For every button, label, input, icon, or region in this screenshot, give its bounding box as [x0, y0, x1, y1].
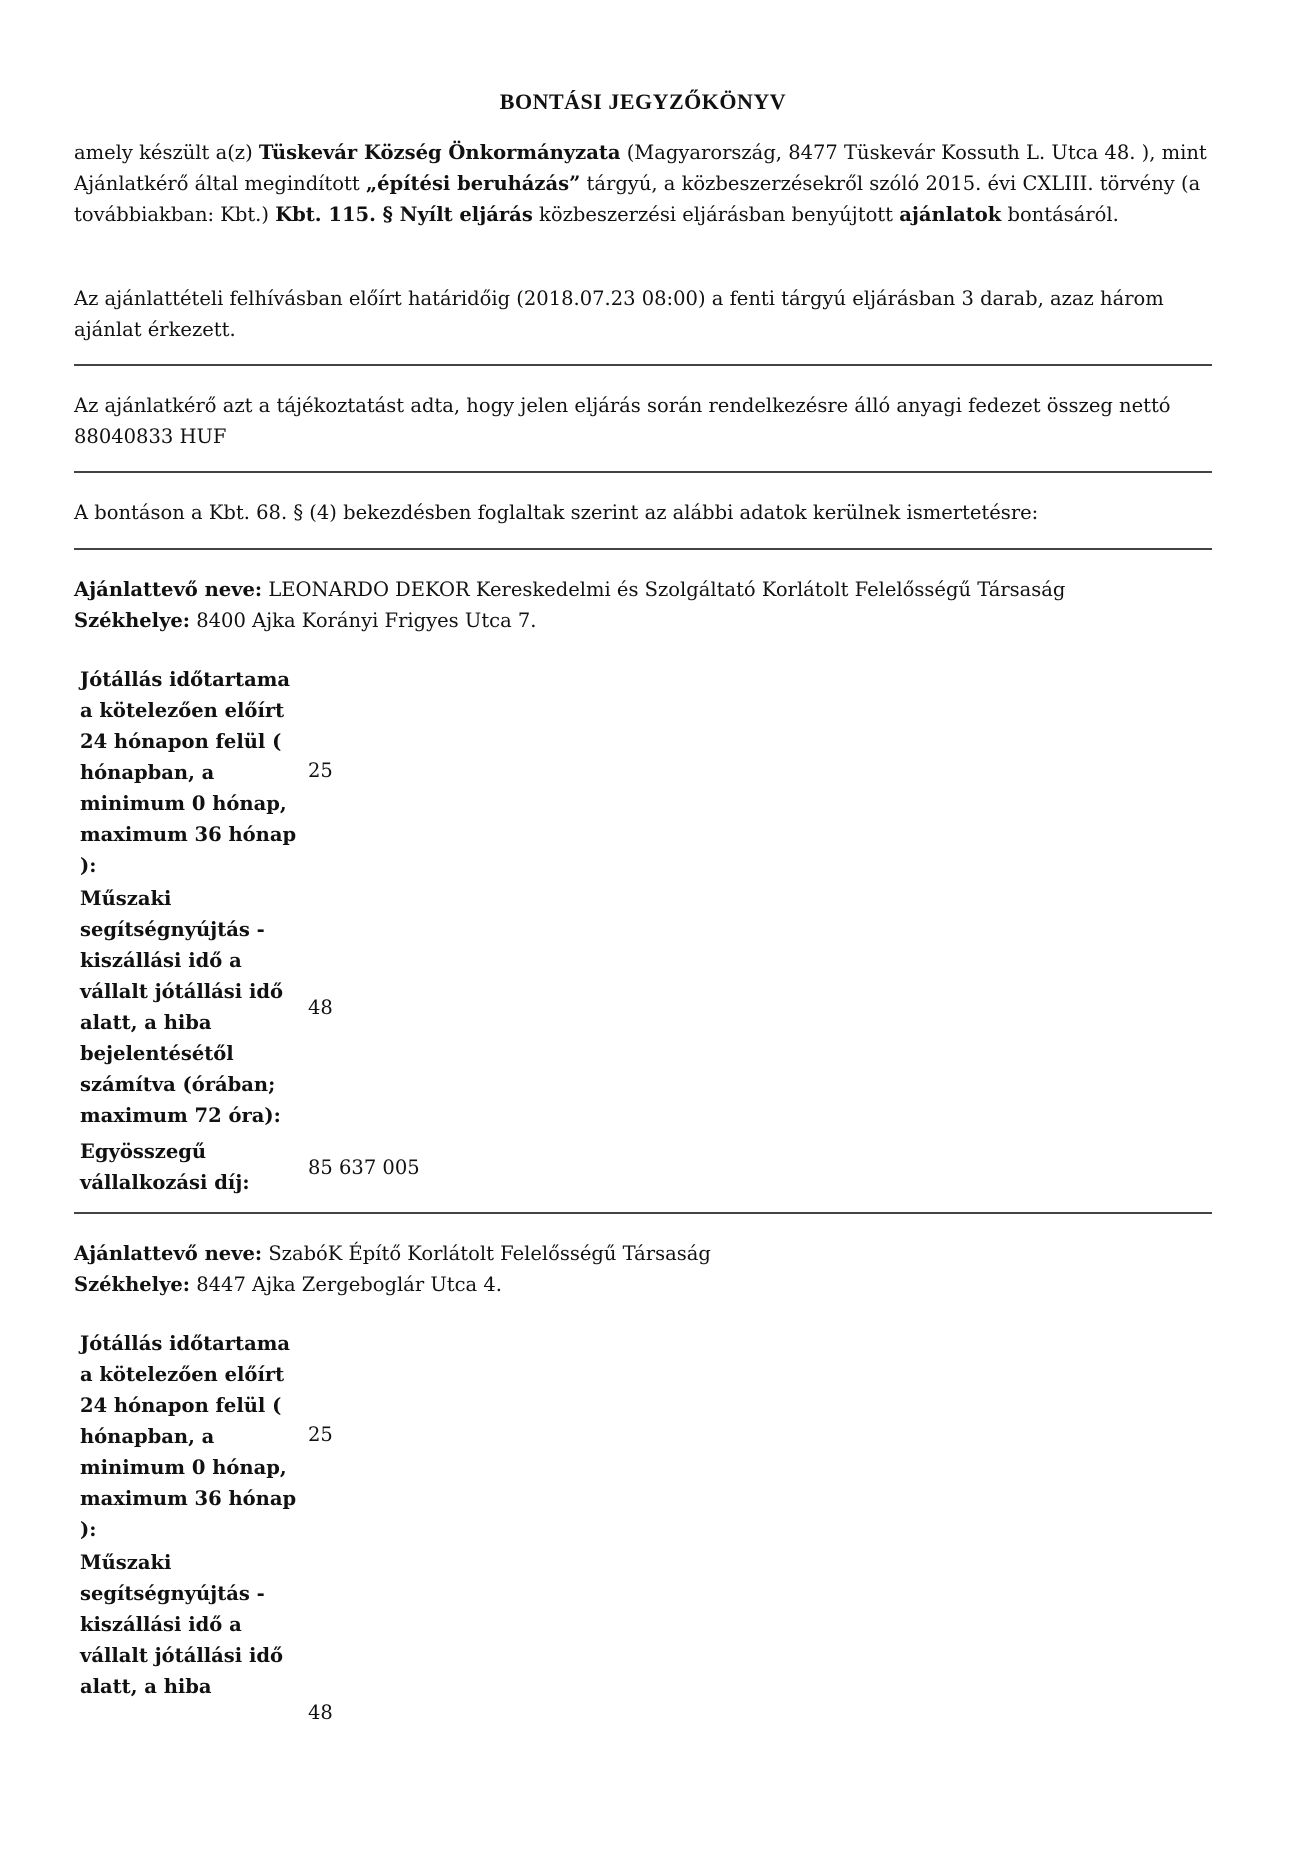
- intro-text-1: amely készült a(z): [74, 141, 259, 164]
- divider: [74, 364, 1212, 366]
- divider: [74, 1212, 1212, 1214]
- budget-paragraph: Az ajánlatkérő azt a tájékoztatást adta, hogy jelen eljárás során rendelkezésre álló anyagi fedezet összeg nettó 88040833 HUF: [74, 394, 1171, 448]
- bidder-2-warranty-label: Jótállás időtartama a kötelezően előírt 24 hónapon felül ( hónapban, a minimum 0 hónap, maximum 36 hónap ):: [80, 1332, 297, 1541]
- bidder-1-name-line: [74, 574, 1212, 605]
- bidder-1-seat-line: [74, 605, 1212, 636]
- bidder-2-name-line: [74, 1238, 1212, 1269]
- intro-text-4: közbeszerzési eljárásban benyújtott: [532, 203, 900, 226]
- bidder-name-label: Ajánlattevő neve:: [74, 1242, 263, 1265]
- bidder-1-fee-label: Egyösszegű vállalkozási díj:: [80, 1140, 250, 1194]
- bidder-1-warranty-value: 25: [308, 759, 333, 782]
- bidder-2-warranty-value: 25: [308, 1423, 333, 1446]
- bidder-1-warranty-label: Jótállás időtartama a kötelezően előírt 24 hónapon felül ( hónapban, a minimum 0 hónap, maximum 36 hónap ):: [80, 668, 297, 877]
- bidder-1-response-time-label: Műszaki segítségnyújtás - kiszállási idő a vállalt jótállási idő alatt, a hiba bejelentésétől számítva (órában; maximum 72 óra):: [80, 887, 283, 1127]
- bidder-2-response-time-value: 48: [308, 1701, 333, 1724]
- bidder-1-seat: 8400 Ajka Korányi Frigyes Utca 7.: [196, 609, 537, 632]
- intro-paragraph: [74, 137, 1212, 230]
- bidder-2-seat-line: [74, 1269, 1212, 1300]
- divider: [74, 548, 1212, 550]
- bidder-1-fee-value: 85 637 005: [308, 1156, 420, 1179]
- bidder-1-name: LEONARDO DEKOR Kereskedelmi és Szolgáltató Korlátolt Felelősségű Társaság: [268, 578, 1066, 601]
- intro-text-3: tárgyú, a közbeszerzésekről szóló 2015. évi CXLIII. törvény (a továbbiakban: Kbt.): [74, 172, 1201, 226]
- bidder-2-response-time-label: Műszaki segítségnyújtás - kiszállási idő a vállalt jótállási idő alatt, a hiba: [80, 1551, 283, 1698]
- procedure-type: Kbt. 115. § Nyílt eljárás: [275, 203, 533, 226]
- bidder-seat-label: Székhelye:: [74, 609, 191, 632]
- procurement-subject: „építési beruházás”: [365, 172, 581, 195]
- bidder-1-response-time-value: 48: [308, 996, 333, 1019]
- bidder-2-name: SzabóK Építő Korlátolt Felelősségű Társaság: [268, 1242, 711, 1265]
- document-title: BONTÁSI JEGYZŐKÖNYV: [499, 89, 787, 114]
- divider: [74, 471, 1212, 473]
- bidder-name-label: Ajánlattevő neve:: [74, 578, 263, 601]
- bidder-seat-label: Székhelye:: [74, 1273, 191, 1296]
- bidder-2-seat: 8447 Ajka Zergeboglár Utca 4.: [196, 1273, 502, 1296]
- contracting-authority: Tüskevár Község Önkormányzata: [258, 141, 621, 164]
- offers-word: ajánlatok: [899, 203, 1002, 226]
- disclosure-paragraph: A bontáson a Kbt. 68. § (4) bekezdésben foglaltak szerint az alábbi adatok kerülnek ismertetésre:: [74, 501, 1039, 524]
- intro-text-5: bontásáról.: [1001, 203, 1119, 226]
- intro-text-2: (Magyarország, 8477 Tüskevár Kossuth L. Utca 48. ), mint Ajánlatkérő által megindított: [74, 141, 1207, 195]
- deadline-paragraph: Az ajánlattételi felhívásban előírt határidőig (2018.07.23 08:00) a fenti tárgyú eljárásban 3 darab, azaz három ajánlat érkezett.: [74, 287, 1164, 341]
